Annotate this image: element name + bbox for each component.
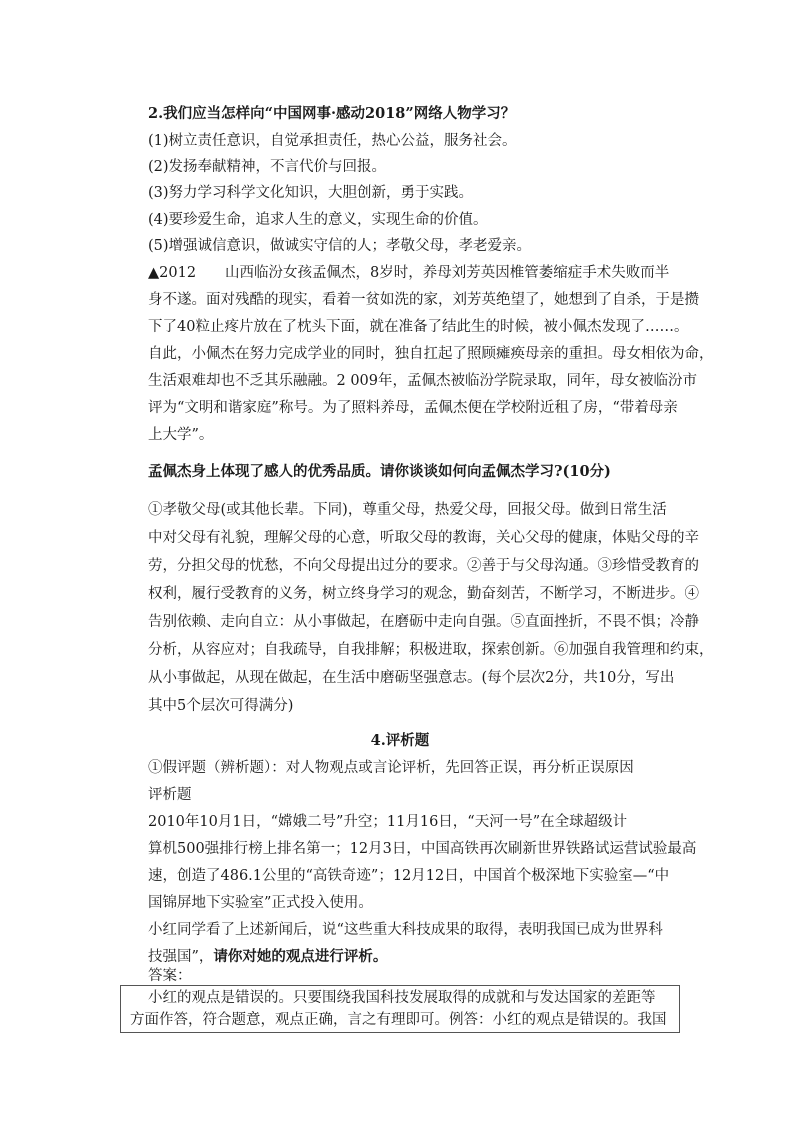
section4-title: 4.评析题: [370, 732, 430, 749]
answer-label: 答案：: [148, 968, 192, 984]
story-line-6: 评为“文明和谐家庭”称号。为了照料养母，孟佩杰便在学校附近租了房，“带着母亲: [148, 400, 678, 416]
q2-item-3: (3)努力学习科学文化知识，大胆创新，勇于实践。: [148, 185, 474, 201]
story-answer-line-4: 权利，履行受教育的义务，树立终身学习的观念，勤奋刻苦，不断学习，不断进步。④: [148, 586, 699, 602]
q2-item-2: (2)发扬奉献精神，不言代价与回报。: [148, 159, 387, 175]
section4-intro: ①假评题（辨析题）：对人物观点或言论评析，先回答正误，再分析正误原因: [148, 760, 634, 776]
story-line-1: ▲2012 山西临汾女孩孟佩杰，8岁时，养母刘芳英因椎管萎缩症手术失败而半: [148, 265, 670, 281]
prompt-line-2: [148, 947, 387, 967]
story-line-7: 上大学”。: [148, 427, 214, 443]
q2-item-1: (1)树立责任意识，自觉承担责任，热心公益，服务社会。: [148, 133, 517, 149]
q2-title: 2.我们应当怎样向“中国网事·感动2018”网络人物学习？: [148, 105, 516, 122]
section4-subtitle: 评析题: [148, 787, 192, 803]
story-answer-line-1: ①孝敬父母(或其他长辈。下同)，尊重父母，热爱父母，回报父母。做到日常生活: [148, 502, 667, 518]
news-line-1: 2010年10月1日，“嫦娥二号”升空；11月16日，“天河一号”在全球超级计: [148, 814, 628, 830]
q2-item-5: (5)增强诚信意识，做诚实守信的人；孝敬父母，孝老爱亲。: [148, 238, 532, 254]
news-line-2: 算机500强排行榜上排名第一；12月3日，中国高铁再次刷新世界铁路试运营试验最高: [148, 841, 697, 857]
prompt-line-1: 小红同学看了上述新闻后，说“这些重大科技成果的取得，表明我国已成为世界科: [148, 922, 663, 938]
story-line-2: 身不遂。面对残酷的现实，看着一贫如洗的家，刘芳英绝望了，她想到了自杀，于是攒: [148, 292, 699, 308]
story-line-5: 生活艰难却也不乏其乐融融。2 009年，孟佩杰被临汾学院录取，同年，母女被临汾市: [148, 373, 698, 389]
q2-item-4: (4)要珍爱生命，追求人生的意义，实现生命的价值。: [148, 212, 488, 228]
answer-box-line-1: 小红的观点是错误的。只要围绕我国科技发展取得的成就和与发达国家的差距等: [148, 990, 656, 1006]
story-answer-line-3: 劳，分担父母的忧愁，不向父母提出过分的要求。②善于与父母沟通。③珍惜受教育的: [148, 558, 699, 574]
story-answer-line-6: 分析，从容应对；自我疏导，自我排解；积极进取，探索创新。⑥加强自我管理和约束，: [148, 642, 714, 658]
story-answer-line-8: 其中5个层次可得满分): [148, 698, 294, 714]
story-line-3: 下了40粒止疼片放在了枕头下面，就在准备了结此生的时候，被小佩杰发现了……。: [148, 319, 689, 335]
story-line-4: 自此，小佩杰在努力完成学业的同时，独自扛起了照顾瘫痪母亲的重担。母女相依为命，: [148, 346, 714, 362]
prompt-line-2-plain: 技强国”，: [148, 949, 214, 965]
prompt-line-2-bold: 请你对她的观点进行评析。: [213, 948, 388, 965]
news-line-4: 国锦屏地下实验室”正式投入使用。: [148, 895, 373, 911]
story-answer-line-2: 中对父母有礼貌，理解父母的心意，听取父母的教诲，关心父母的健康，体贴父母的辛: [148, 530, 699, 546]
news-line-3: 速，创造了486.1公里的“高铁奇迹”；12月12日，中国首个极深地下实验室—“中: [148, 868, 670, 884]
story-question: 孟佩杰身上体现了感人的优秀品质。请你谈谈如何向孟佩杰学习?(10分): [148, 463, 611, 480]
story-answer-line-7: 从小事做起，从现在做起，在生活中磨砺坚强意志。(每个层次2分，共10分，写出: [148, 670, 675, 686]
story-answer-line-5: 告别依赖、走向自立：从小事做起，在磨砺中走向自强。⑤直面挫折，不畏不惧；冷静: [148, 614, 699, 630]
answer-box-line-2: 方面作答，符合题意，观点正确，言之有理即可。例答：小红的观点是错误的。我国: [130, 1012, 667, 1028]
